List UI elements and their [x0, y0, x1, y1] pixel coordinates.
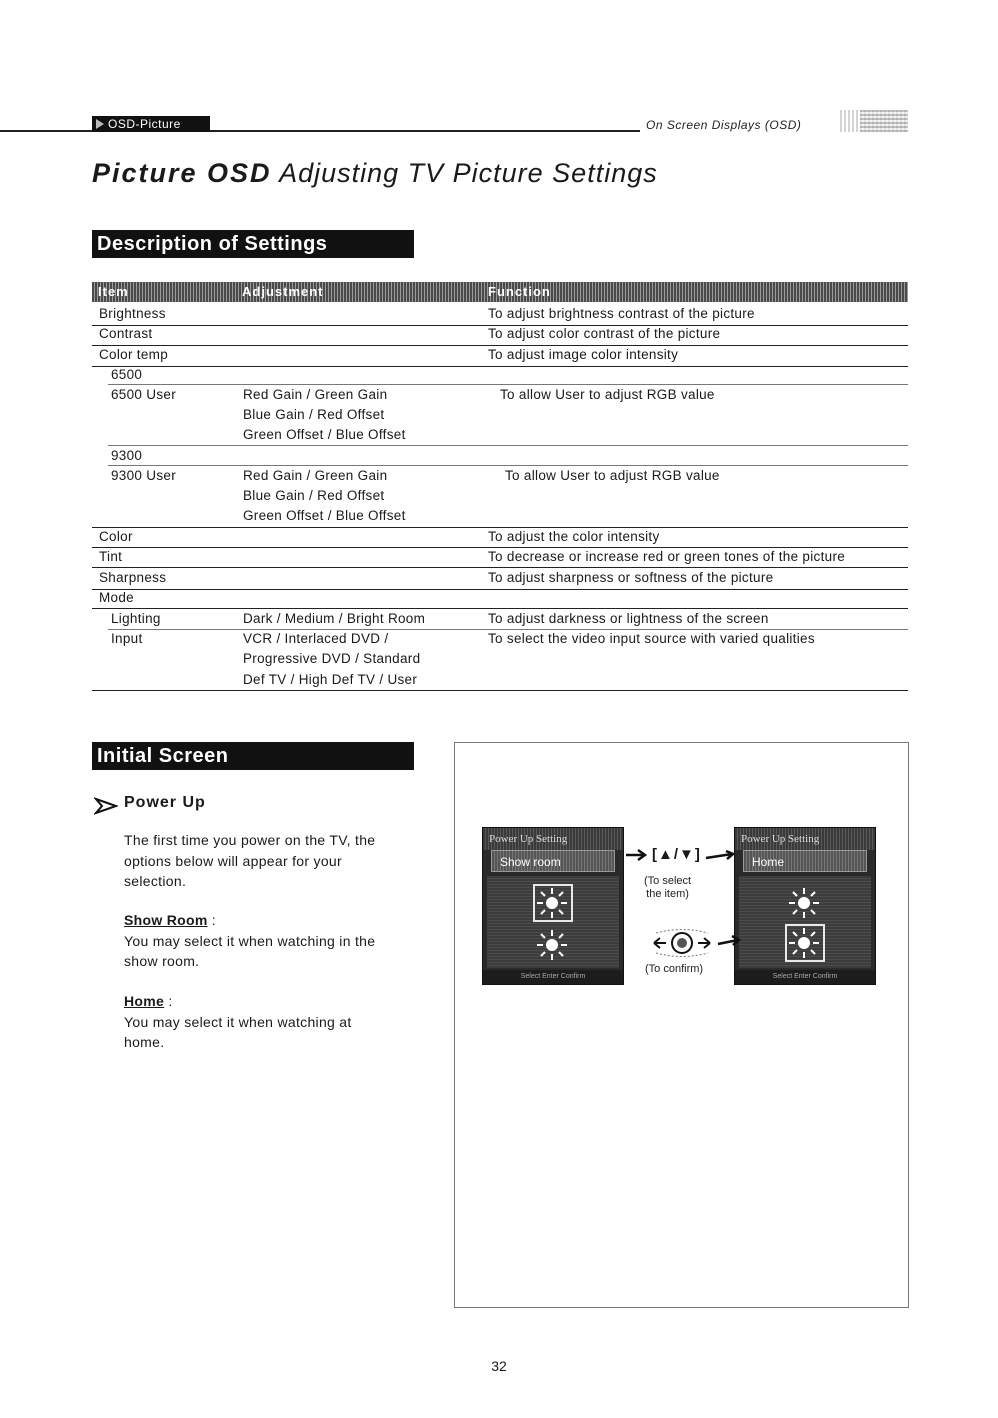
page-title-bold: Picture OSD: [92, 158, 272, 188]
text-line: selection.: [124, 873, 187, 889]
text-line: The first time you power on the TV, the: [124, 832, 376, 848]
tab-arrow-icon: [96, 119, 104, 129]
section-tab-label: OSD-Picture: [108, 117, 181, 131]
note-line: (To select: [644, 875, 692, 887]
osd-selected-field: Home: [743, 850, 867, 872]
text-line: You may select it when watching at: [124, 1013, 352, 1030]
sun-icon: [535, 928, 569, 962]
row-adjustment: Blue Gain / Red Offset: [243, 488, 385, 503]
osd-footer: Select Enter Confirm: [735, 970, 875, 984]
row-item: Tint: [99, 549, 123, 564]
row-adjustment: Dark / Medium / Bright Room: [243, 611, 426, 626]
osd-screen-right: [734, 827, 876, 985]
power-up-title: Power Up: [124, 794, 206, 811]
left-enter-right-key-icon: [650, 928, 714, 958]
arrow-bullet-icon: [94, 797, 118, 815]
col-function: Function: [488, 284, 551, 299]
show-room-section: [124, 910, 375, 972]
page-title-rest: Adjusting TV Picture Settings: [279, 158, 658, 188]
row-item: Color temp: [99, 347, 169, 362]
col-item: Item: [98, 284, 129, 299]
row-function: To adjust brightness contrast of the picture: [488, 306, 755, 321]
show-room-label: Show Room: [124, 912, 208, 928]
row-adjustment: Progressive DVD / Standard: [243, 651, 421, 666]
row-item: 6500: [111, 367, 143, 382]
text-line: options below will appear for your: [124, 852, 342, 869]
sun-icon: [787, 886, 821, 920]
row-function: To allow User to adjust RGB value: [505, 468, 720, 483]
table-header: [92, 282, 908, 302]
home-label: Home: [124, 993, 165, 1009]
intro-paragraph: [124, 830, 375, 892]
osd-selected-field: Show room: [491, 850, 615, 872]
row-adjustment: Def TV / High Def TV / User: [243, 672, 418, 687]
row-function: To adjust image color intensity: [488, 347, 679, 362]
header-decoration-shade: [860, 110, 908, 132]
row-item: 9300: [111, 448, 143, 463]
row-function: To adjust the color intensity: [488, 529, 660, 544]
text-line: show room.: [124, 953, 200, 969]
row-adjustment: VCR / Interlaced DVD /: [243, 631, 389, 646]
pointer-arrow-icon: [704, 850, 736, 864]
row-function: To adjust color contrast of the picture: [488, 326, 721, 341]
row-item: Mode: [99, 590, 134, 605]
row-item: Lighting: [111, 611, 161, 626]
osd-title: Power Up Setting: [483, 828, 623, 850]
row-item: 6500 User: [111, 387, 176, 402]
row-divider: [92, 366, 908, 367]
page-title: [92, 158, 658, 189]
osd-title: Power Up Setting: [735, 828, 875, 850]
sun-icon: [535, 886, 569, 920]
table-bottom-rule: [92, 690, 908, 691]
row-function: To adjust darkness or lightness of the screen: [488, 611, 769, 626]
osd-screen-left: [482, 827, 624, 985]
row-item: Contrast: [99, 326, 153, 341]
note-line: the item): [646, 888, 689, 900]
row-item: Color: [99, 529, 133, 544]
confirm-note: (To confirm): [645, 963, 704, 975]
row-function: To decrease or increase red or green tones of the picture: [488, 549, 846, 564]
row-item: Sharpness: [99, 570, 167, 585]
sun-icon: [787, 926, 821, 960]
row-function: To select the video input source with varied qualities: [488, 631, 815, 646]
text-line: home.: [124, 1034, 165, 1050]
row-item: Input: [111, 631, 143, 646]
row-adjustment: Green Offset / Blue Offset: [243, 427, 406, 442]
up-down-key: [▲/▼]: [652, 846, 701, 863]
colon: :: [211, 912, 216, 928]
row-divider: [108, 445, 908, 446]
select-note: [644, 875, 691, 901]
colon: :: [168, 993, 173, 1009]
row-function: To allow User to adjust RGB value: [500, 387, 715, 402]
osd-footer: Select Enter Confirm: [483, 970, 623, 984]
chapter-label: On Screen Displays (OSD): [646, 118, 802, 132]
col-adjustment: Adjustment: [242, 284, 324, 299]
row-divider: [92, 589, 908, 590]
pointer-arrow-icon: [716, 934, 742, 948]
row-adjustment: Blue Gain / Red Offset: [243, 407, 385, 422]
section-tab: [92, 116, 210, 132]
row-item: Brightness: [99, 306, 166, 321]
description-heading: Description of Settings: [92, 230, 414, 258]
row-adjustment: Red Gain / Green Gain: [243, 468, 388, 483]
row-item: 9300 User: [111, 468, 176, 483]
row-adjustment: Green Offset / Blue Offset: [243, 508, 406, 523]
row-function: To adjust sharpness or softness of the picture: [488, 570, 774, 585]
pointer-arrow-icon: [624, 848, 648, 862]
row-adjustment: Red Gain / Green Gain: [243, 387, 388, 402]
initial-screen-heading: Initial Screen: [92, 742, 414, 770]
page-number: 32: [491, 1358, 507, 1374]
home-section: [124, 991, 352, 1053]
text-line: You may select it when watching in the: [124, 932, 376, 949]
